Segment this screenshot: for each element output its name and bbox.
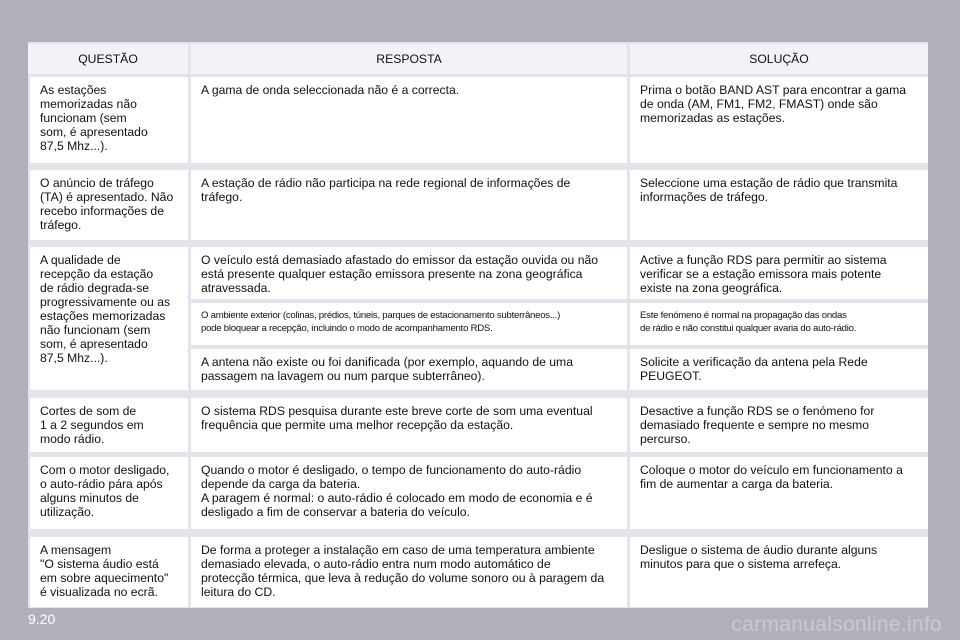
solution-cell: Desactive a função RDS se o fenómeno for demasiado frequente e sempre no mesmo percurso. [630, 398, 928, 452]
answer-cell: O sistema RDS pesquisa durante este breve corte de som uma eventual frequência que permite uma melhor recepção da estação. [191, 398, 627, 452]
question-cell: A qualidade de recepção da estação de rádio degrada-se progressivamente ou as estações memorizadas não funcionam (sem som, é apresentado 87,5 Mhz...). [30, 247, 188, 390]
solution-cell: Coloque o motor do veículo em funcionamento a fim de aumentar a carga da bateria. [630, 457, 928, 529]
solution-cell: Active a função RDS para permitir ao sistema verificar se a estação emissora mais potente existe na zona geográfica. [630, 247, 928, 299]
header-answer: RESPOSTA [191, 44, 627, 74]
watermark: carmanualsonline.info [731, 613, 942, 636]
header-question: QUESTÃO [28, 44, 188, 74]
page-number: 9.20 [28, 611, 56, 627]
question-cell: Com o motor desligado, o auto-rádio pára após alguns minutos de utilização. [30, 457, 188, 529]
solution-cell: Este fenómeno é normal na propagação das ondas de rádio e não constitui qualquer avaria do auto-rádio. [630, 303, 928, 345]
solution-cell: Prima o botão BAND AST para encontrar a gama de onda (AM, FM1, FM2, FMAST) onde são memorizadas as estações. [630, 77, 928, 163]
question-cell: As estações memorizadas não funcionam (sem som, é apresentado 87,5 Mhz...). [30, 77, 188, 163]
solution-cell: Desligue o sistema de áudio durante alguns minutos para que o sistema arrefeça. [630, 537, 928, 607]
question-cell: Cortes de som de 1 a 2 segundos em modo rádio. [30, 398, 188, 452]
answer-cell: A estação de rádio não participa na rede regional de informações de tráfego. [191, 170, 627, 240]
answer-cell: De forma a proteger a instalação em caso de uma temperatura ambiente demasiado elevada, o auto-rádio entra num modo automático de protecção térmica, que leva à redução do volume sonoro ou à paragem da leitura do CD. [191, 537, 627, 607]
answer-cell: Quando o motor é desligado, o tempo de funcionamento do auto-rádio depende da carga da bateria. A paragem é normal: o auto-rádio é colocado em modo de economia e é desligado a fim de conservar a bateria do veículo. [191, 457, 627, 529]
solution-cell: Solicite a verificação da antena pela Rede PEUGEOT. [630, 349, 928, 390]
question-cell: O anúncio de tráfego (TA) é apresentado. Não recebo informações de tráfego. [30, 170, 188, 240]
answer-cell: A antena não existe ou foi danificada (por exemplo, aquando de uma passagem na lavagem ou num parque subterrâneo). [191, 349, 627, 390]
answer-cell: A gama de onda seleccionada não é a correcta. [191, 77, 627, 163]
answer-cell: O veículo está demasiado afastado do emissor da estação ouvida ou não está presente qualquer estação emissora presente na zona geográfica atravessada. [191, 247, 627, 299]
question-cell: A mensagem "O sistema áudio está em sobre aquecimento" é visualizada no ecrã. [30, 537, 188, 607]
header-solution: SOLUÇÃO [630, 44, 928, 74]
answer-cell: O ambiente exterior (colinas, prédios, túneis, parques de estacionamento subterrâneos...) pode bloquear a recepção, incluindo o modo de acompanhamento RDS. [191, 303, 627, 345]
solution-cell: Seleccione uma estação de rádio que transmita informações de tráfego. [630, 170, 928, 240]
